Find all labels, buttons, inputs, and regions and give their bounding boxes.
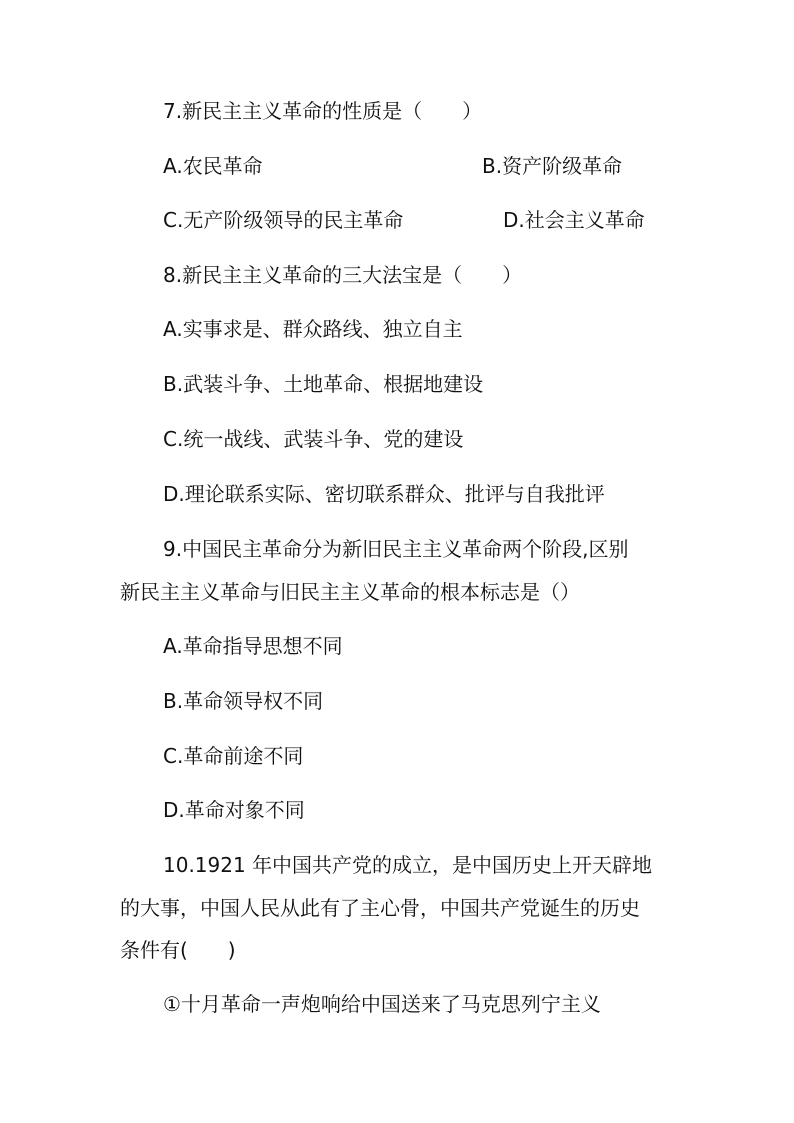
question-8-option-d: D.理论联系实际、密切联系群众、批评与自我批评 [163, 482, 605, 506]
question-8-option-a: A.实事求是、群众路线、独立自主 [163, 317, 463, 341]
question-7-option-c: C.无产阶级领导的民主革命 [163, 208, 404, 232]
question-9-stem-line-1: 9.中国民主革命分为新旧民主主义革命两个阶段,区别 [163, 537, 629, 561]
question-9-option-a: A.革命指导思想不同 [163, 634, 343, 658]
question-7-option-a: A.农民革命 [163, 154, 263, 178]
question-9-option-c: C.革命前途不同 [163, 744, 304, 768]
question-10-stem-line-3: 条件有( ) [120, 938, 236, 962]
question-10-stem-line-2: 的大事，中国人民从此有了主心骨，中国共产党诞生的历史 [120, 896, 640, 920]
question-9-stem-line-2: 新民主主义革命与旧民主主义革命的根本标志是（） [120, 580, 580, 604]
question-7-option-d: D.社会主义革命 [503, 208, 645, 232]
question-10-stem-line-1: 10.1921 年中国共产党的成立，是中国历史上开天辟地 [163, 853, 653, 877]
question-9-option-d: D.革命对象不同 [163, 798, 305, 822]
question-8-option-b: B.武装斗争、土地革命、根据地建设 [163, 372, 484, 396]
question-7-stem: 7.新民主主义革命的性质是（ ） [163, 99, 483, 123]
question-8-stem: 8.新民主主义革命的三大法宝是（ ） [163, 263, 523, 287]
question-10-item-1: ①十月革命一声炮响给中国送来了马克思列宁主义 [163, 992, 601, 1016]
question-7-option-b: B.资产阶级革命 [482, 154, 623, 178]
question-8-option-c: C.统一战线、武装斗争、党的建设 [163, 427, 464, 451]
question-9-option-b: B.革命领导权不同 [163, 689, 324, 713]
